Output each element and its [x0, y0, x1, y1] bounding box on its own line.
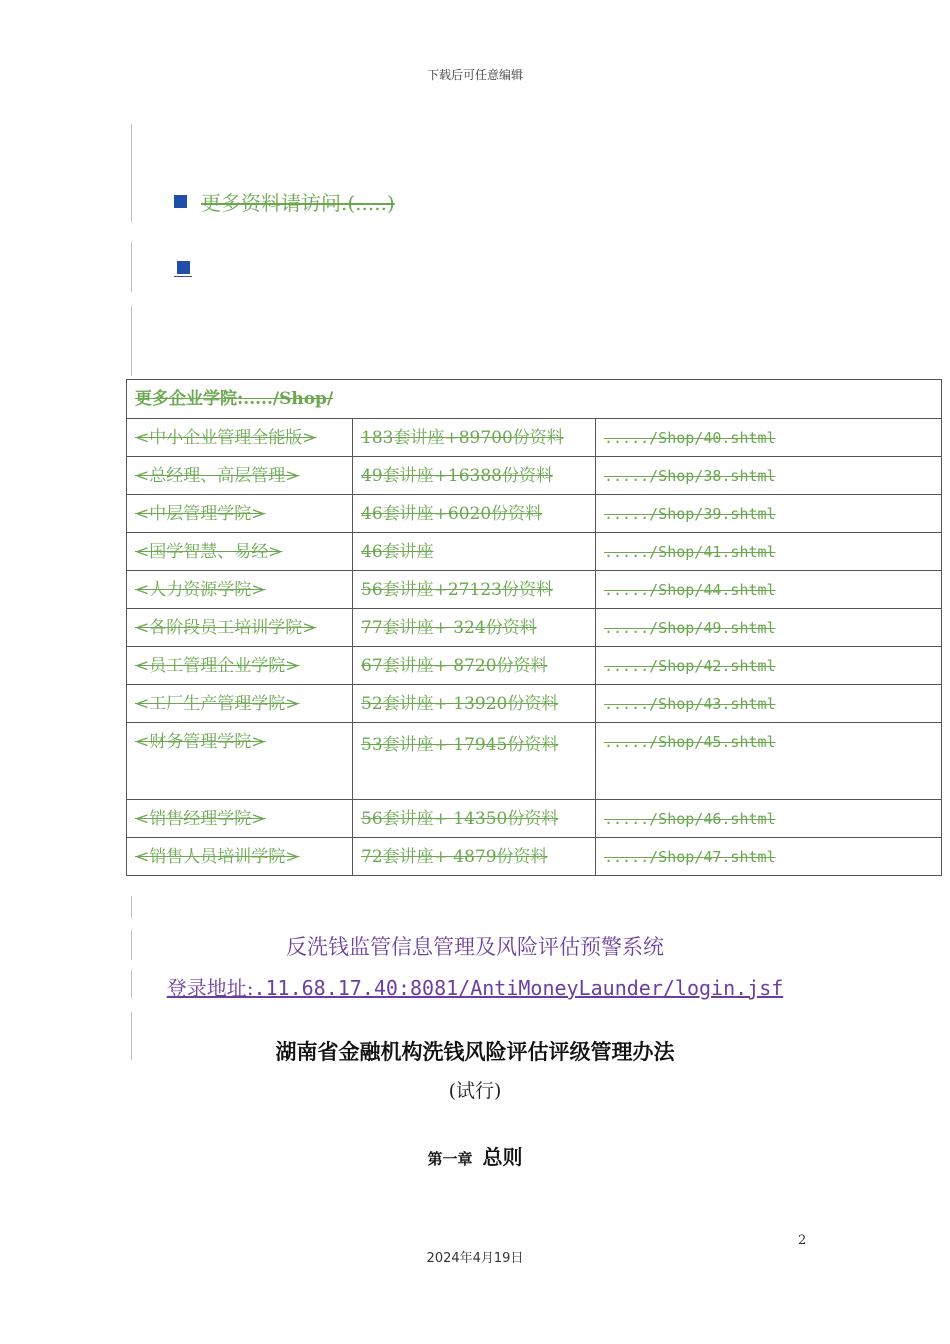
course-name-link[interactable]: <中层管理学院>: [127, 495, 353, 533]
table-row: [127, 800, 942, 838]
course-name-link[interactable]: <工厂生产管理学院>: [127, 685, 353, 723]
chapter-number: 第一章: [427, 1150, 473, 1168]
table-row: [127, 533, 942, 571]
chapter-heading: [0, 1141, 950, 1170]
course-name-link[interactable]: <销售人员培训学院>: [127, 838, 353, 876]
margin-bar: [131, 306, 132, 376]
table-row: [127, 609, 942, 647]
bullet-underline: [174, 258, 192, 277]
table-row: [127, 723, 942, 800]
bullet-item-empty: [174, 258, 192, 277]
document-title: 湖南省金融机构洗钱风险评估评级管理办法: [275, 1039, 675, 1064]
table-header-cell[interactable]: 更多企业学院:...../Shop/: [127, 380, 942, 419]
course-name-link[interactable]: <各阶段员工培训学院>: [127, 609, 353, 647]
course-name-link[interactable]: <销售经理学院>: [127, 800, 353, 838]
course-content[interactable]: 49套讲座+16388份资料: [353, 457, 596, 495]
table-row: [127, 571, 942, 609]
table-row: [127, 838, 942, 876]
course-name-link[interactable]: <中小企业管理全能版>: [127, 419, 353, 457]
course-content[interactable]: 77套讲座+ 324份资料: [353, 609, 596, 647]
course-content[interactable]: 56套讲座+ 14350份资料: [353, 800, 596, 838]
course-content[interactable]: 56套讲座+27123份资料: [353, 571, 596, 609]
document-subtitle: (试行): [448, 1080, 502, 1102]
course-content[interactable]: 52套讲座+ 13920份资料: [353, 685, 596, 723]
course-name-link[interactable]: <财务管理学院>: [127, 723, 353, 800]
course-name-link[interactable]: <国学智慧、易经>: [127, 533, 353, 571]
course-table: [126, 379, 942, 876]
table-row: [127, 647, 942, 685]
login-label: 登录地址:: [166, 976, 254, 1000]
course-url-link[interactable]: ...../Shop/47.shtml: [596, 838, 942, 876]
course-url-link[interactable]: ...../Shop/40.shtml: [596, 419, 942, 457]
table-row: [127, 685, 942, 723]
table-row: [127, 419, 942, 457]
table-row: [127, 457, 942, 495]
course-content[interactable]: 183套讲座+89700份资料: [353, 419, 596, 457]
header-note: 下载后可任意编辑: [426, 68, 523, 82]
table-header-row: [127, 380, 942, 419]
margin-bar: [131, 242, 132, 292]
margin-bar: [131, 896, 132, 918]
course-content[interactable]: 53套讲座+ 17945份资料: [353, 723, 596, 800]
bullet-item-more-resources[interactable]: [174, 187, 395, 216]
course-url-link[interactable]: ...../Shop/41.shtml: [596, 533, 942, 571]
square-bullet-icon: [174, 195, 187, 208]
footer-date: 2024年4月19日: [426, 1251, 524, 1266]
course-name-link[interactable]: <人力资源学院>: [127, 571, 353, 609]
course-url-link[interactable]: ...../Shop/43.shtml: [596, 685, 942, 723]
course-url-link[interactable]: ...../Shop/44.shtml: [596, 571, 942, 609]
square-bullet-icon: [177, 261, 190, 274]
margin-bar: [131, 124, 132, 222]
course-content[interactable]: 72套讲座+ 4879份资料: [353, 838, 596, 876]
chapter-name: 总则: [482, 1145, 523, 1169]
login-url-link[interactable]: [0, 972, 950, 1001]
course-url-link[interactable]: ...../Shop/38.shtml: [596, 457, 942, 495]
page-number: 2: [798, 1233, 807, 1248]
course-name-link[interactable]: <总经理、高层管理>: [127, 457, 353, 495]
more-resources-link[interactable]: 更多资料请访问.(.....): [201, 191, 395, 215]
course-content[interactable]: 46套讲座: [353, 533, 596, 571]
login-url: .11.68.17.40:8081/AntiMoneyLaunder/login.jsf: [253, 976, 784, 1000]
course-content[interactable]: 67套讲座+ 8720份资料: [353, 647, 596, 685]
course-content[interactable]: 46套讲座+6020份资料: [353, 495, 596, 533]
course-name-link[interactable]: <员工管理企业学院>: [127, 647, 353, 685]
course-url-link[interactable]: ...../Shop/46.shtml: [596, 800, 942, 838]
course-url-link[interactable]: ...../Shop/42.shtml: [596, 647, 942, 685]
table-row: [127, 495, 942, 533]
course-url-link[interactable]: ...../Shop/45.shtml: [596, 723, 942, 800]
course-url-link[interactable]: ...../Shop/39.shtml: [596, 495, 942, 533]
course-url-link[interactable]: ...../Shop/49.shtml: [596, 609, 942, 647]
system-title-link[interactable]: 反洗钱监管信息管理及风险评估预警系统: [286, 935, 664, 959]
